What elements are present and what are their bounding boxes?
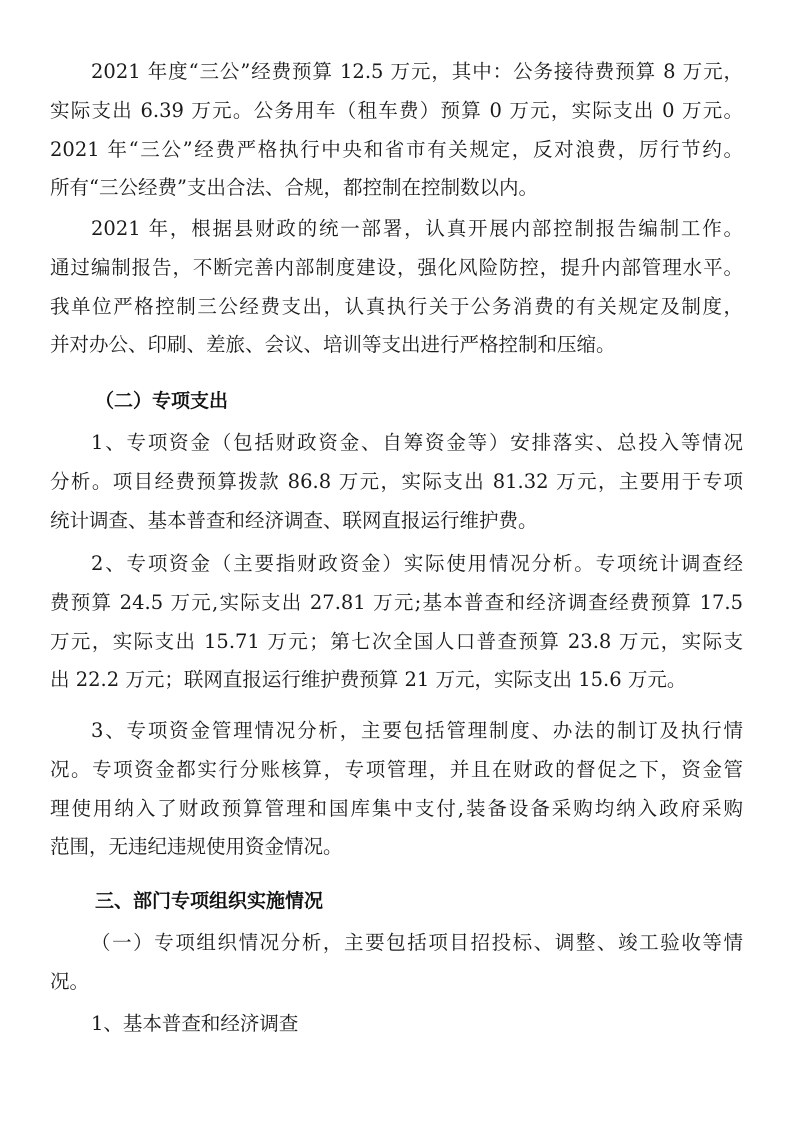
text-line: 实际支出 6.39 万元。公务用车（租车费）预算 0 万元，实际支出 0 万元。	[50, 98, 743, 122]
text-line: 范围，无违纪违规使用资金情况。	[50, 835, 343, 859]
paragraph-three-public-budget	[50, 53, 743, 208]
text-line: 2021 年“三公”经费严格执行中央和省市有关规定，反对浪费，厉行节约。	[50, 137, 743, 161]
text-line: 1、专项资金（包括财政资金、自筹资金等）安排落实、总投入等情况	[91, 431, 743, 454]
text-line: 1、基本普查和经济调查	[91, 1012, 299, 1035]
text-line: （一）专项组织情况分析，主要包括项目招投标、调整、竣工验收等情	[91, 931, 743, 954]
paragraph-special-funds-arrangement	[50, 424, 743, 540]
text-line: 通过编制报告，不断完善内部制度建设，强化风险防控，提升内部管理水平。	[50, 255, 743, 279]
text-line: 统计调查、基本普查和经济调查、联网直报运行维护费。	[50, 508, 538, 532]
paragraph-special-funds-management	[50, 712, 743, 867]
text-line: 并对办公、印刷、差旅、会议、培训等支出进行严格控制和压缩。	[50, 333, 616, 357]
paragraph-project-organization	[50, 924, 743, 1002]
text-line: 万元，实际支出 15.71 万元；第七次全国人口普查预算 23.8 万元，实际支	[50, 629, 743, 653]
text-line: 分析。项目经费预算拨款 86.8 万元，实际支出 81.32 万元，主要用于专项	[50, 469, 743, 493]
text-line: 费预算 24.5 万元,实际支出 27.81 万元;基本普查和经济调查经费预算 17.5	[50, 590, 743, 614]
text-line: 3、专项资金管理情况分析，主要包括管理制度、办法的制订及执行情	[91, 719, 743, 742]
text-line: 况。专项资金都实行分账核算，专项管理，并且在财政的督促之下，资金管	[50, 757, 743, 781]
text-line: 2、专项资金（主要指财政资金）实际使用情况分析。专项统计调查经	[91, 552, 743, 575]
text-line: 出 22.2 万元；联网直报运行维护费预算 21 万元，实际支出 15.6 万元。	[50, 668, 687, 692]
text-line: 2021 年，根据县财政的统一部署，认真开展内部控制报告编制工作。	[91, 217, 743, 240]
section-heading-department-projects: 三、部门专项组织实施情况	[95, 890, 324, 912]
text-line: 况。	[50, 969, 90, 993]
text-line: 理使用纳入了财政预算管理和国库集中支付,装备设备采购均纳入政府采购	[50, 796, 743, 820]
paragraph-special-funds-usage	[50, 545, 743, 700]
text-line: 2021 年度“三公”经费预算 12.5 万元，其中：公务接待费预算 8 万元，	[91, 60, 743, 83]
text-line: 所有“三公经费”支出合法、合规，都控制在控制数以内。	[50, 176, 538, 200]
text-line: 我单位严格控制三公经费支出，认真执行关于公务消费的有关规定及制度，	[50, 294, 743, 318]
paragraph-basic-census	[50, 1005, 743, 1044]
paragraph-internal-control	[50, 210, 743, 365]
section-heading-special-expenditure: （二）专项支出	[95, 390, 229, 412]
